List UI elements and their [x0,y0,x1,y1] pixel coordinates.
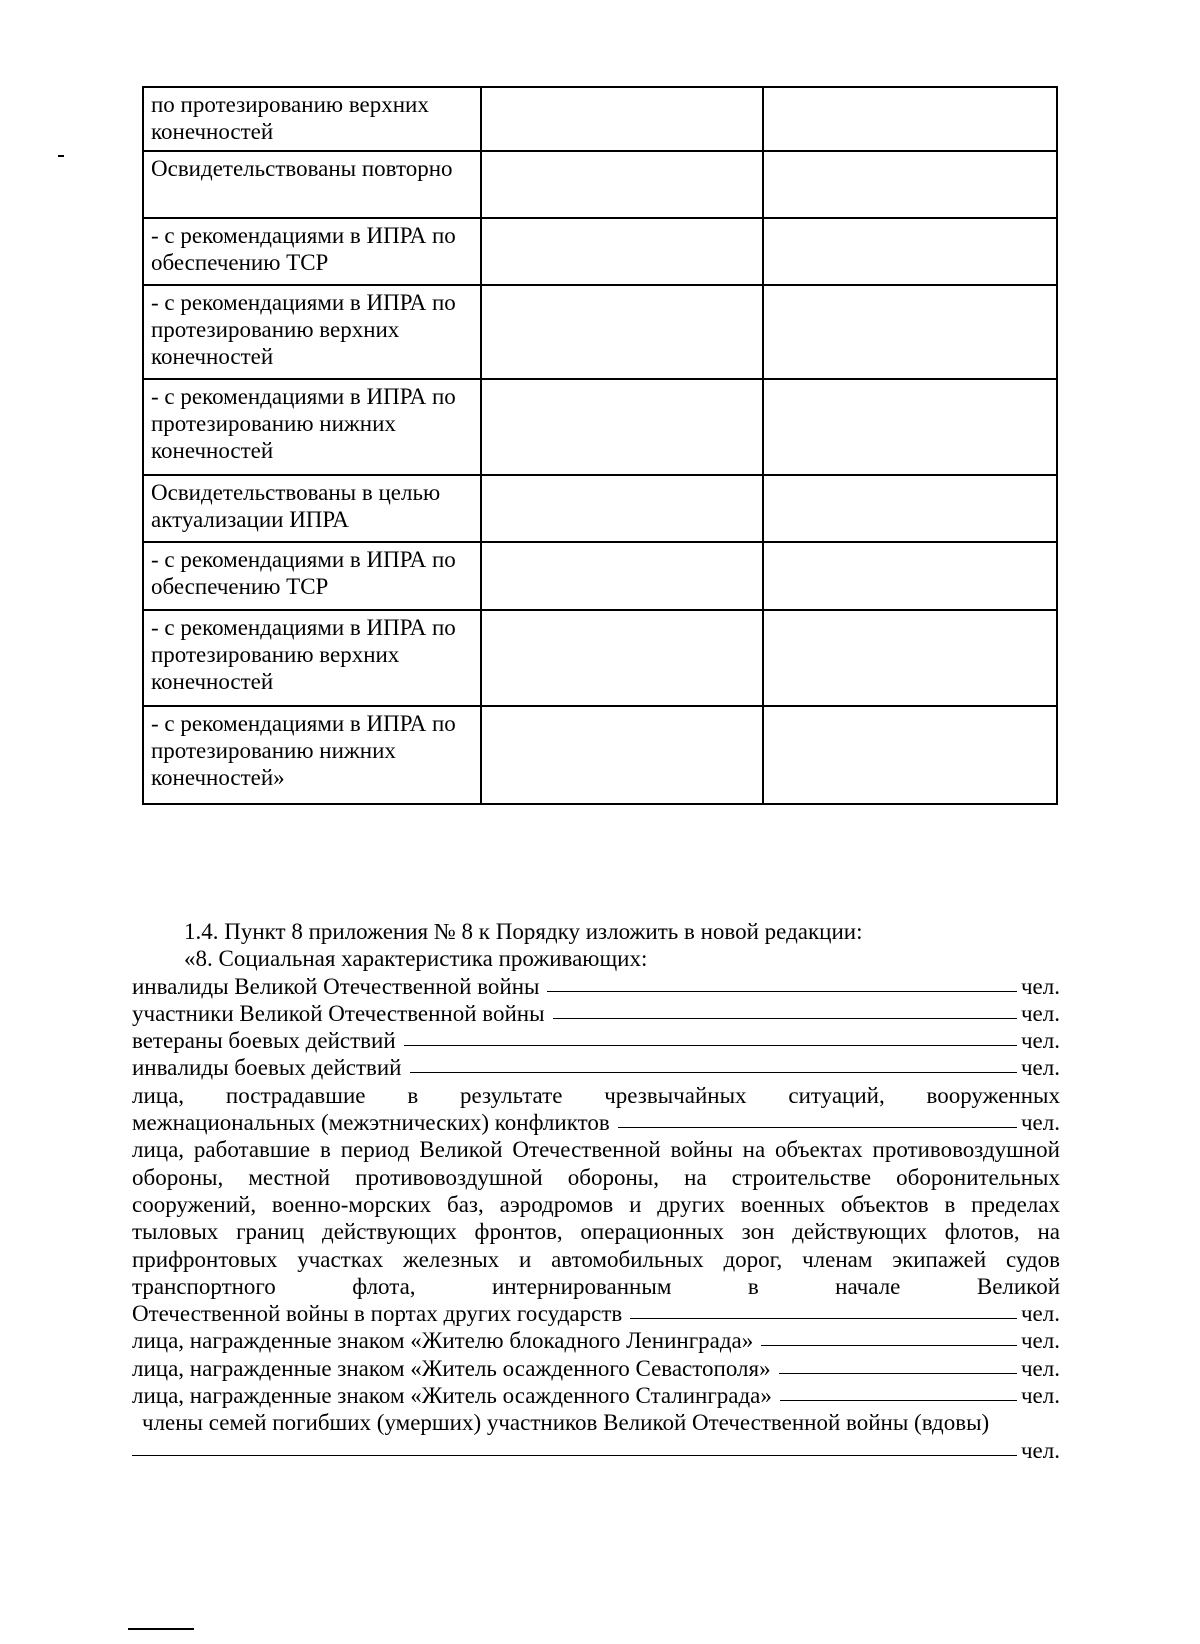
unit-label: чел. [1020,1110,1060,1136]
table-cell [763,218,1057,285]
answer-blank [553,1000,1017,1019]
table-row [143,218,1057,285]
table-cell [763,706,1057,804]
workers-text: лица, работавшие в период Великой Отечественной войны на объектах противовоздушной обороны, местной противовоздушной обороны, на строительстве оборонительных сооружений, военно-морских баз, аэродромов и других военных объектов в пределах тыловых границ действующих фронтов, операционных зон действующих флотов, на прифронтовых участках железных и автомобильных дорог, членам экипажей судов транспортного флота, интернированным в начале Великой [132,1137,1060,1299]
table-cell [481,706,763,804]
table-row [143,151,1057,218]
table-row [143,542,1057,610]
item-label: лица, награжденные знаком «Житель осажденного Севастополя» [132,1355,771,1381]
table-cell [763,379,1057,475]
table-cell [481,542,763,610]
families-text: члены семей погибших (умерших) участников Великой Отечественной войны (вдовы) [142,1410,990,1436]
footnote-rule [128,1628,194,1630]
table-row [143,610,1057,706]
fill-line [132,973,1060,1000]
unit-label: чел. [1020,1328,1060,1354]
row-label: - с рекомендациями в ИПРА по протезированию верхних конечностей [143,610,481,706]
item-label: инвалиды Великой Отечественной войны [132,973,540,999]
row-label: - с рекомендациями в ИПРА по протезированию верхних конечностей [143,285,481,379]
fill-line [132,1300,1060,1327]
answer-blank [761,1327,1017,1346]
fill-line [132,1382,1060,1409]
row-label: Освидетельствованы повторно [143,151,481,218]
table-row [143,285,1057,379]
table-cell [481,218,763,285]
table-cell [481,379,763,475]
section-subheading: «8. Социальная характеристика проживающих: [184,946,648,972]
unit-label: чел. [1020,1301,1060,1327]
fill-line [132,1437,1060,1464]
fill-line [132,1000,1060,1027]
table-cell [763,542,1057,610]
unit-label: чел. [1020,1055,1060,1081]
table-cell [763,475,1057,542]
fill-line [132,1109,1060,1136]
table-cell [481,475,763,542]
answer-blank [132,1437,1017,1456]
table-row [143,475,1057,542]
unit-label: чел. [1020,1000,1060,1026]
fill-line [132,1027,1060,1054]
table-cell [763,87,1057,151]
unit-label: чел. [1020,1383,1060,1409]
unit-label: чел. [1020,973,1060,999]
section-heading: 1.4. Пункт 8 приложения № 8 к Порядку изложить в новой редакции: [184,919,863,944]
table-cell [481,610,763,706]
table-cell [763,610,1057,706]
answer-blank [547,973,1017,992]
item-label: инвалиды боевых действий [132,1055,402,1081]
item-label: участники Великой Отечественной войны [132,1000,545,1026]
item-label: лица, награжденные знаком «Жителю блокадного Ленинграда» [132,1328,754,1354]
table-row [143,87,1057,151]
table-cell [481,151,763,218]
unit-label: чел. [1020,1437,1060,1463]
answer-blank [404,1027,1017,1046]
row-label: - с рекомендациями в ИПРА по протезированию нижних конечностей [143,379,481,475]
item-label: лица, награжденные знаком «Житель осажденного Сталинграда» [132,1383,772,1409]
unit-label: чел. [1020,1028,1060,1054]
answer-blank [410,1054,1017,1073]
row-label: по протезированию верхних конечностей [143,87,481,151]
statistics-table [142,86,1058,805]
table-cell [763,151,1057,218]
unit-label: чел. [1020,1355,1060,1381]
row-label: - с рекомендациями в ИПРА по протезированию нижних конечностей» [143,706,481,804]
row-label: - с рекомендациями в ИПРА по обеспечению ТСР [143,542,481,610]
table-cell [763,285,1057,379]
item-label: межнациональных (межэтнических) конфликтов [132,1110,610,1136]
item-label: ветераны боевых действий [132,1028,396,1054]
answer-blank [780,1382,1017,1401]
row-label: Освидетельствованы в целью актуализации ИПРА [143,475,481,542]
fill-line [132,1054,1060,1081]
margin-mark [58,155,64,157]
answer-blank [618,1109,1017,1128]
social-characteristics-section [132,918,1060,1464]
answer-blank [630,1300,1017,1319]
fill-line [132,1355,1060,1382]
table-cell [481,87,763,151]
table-cell [481,285,763,379]
table-row [143,706,1057,804]
emergency-text: лица, пострадавшие в результате чрезвычайных ситуаций, вооруженных [132,1082,1060,1108]
answer-blank [779,1355,1017,1374]
table-row [143,379,1057,475]
fill-line [132,1327,1060,1354]
item-label: Отечественной войны в портах других государств [132,1301,623,1327]
row-label: - с рекомендациями в ИПРА по обеспечению ТСР [143,218,481,285]
